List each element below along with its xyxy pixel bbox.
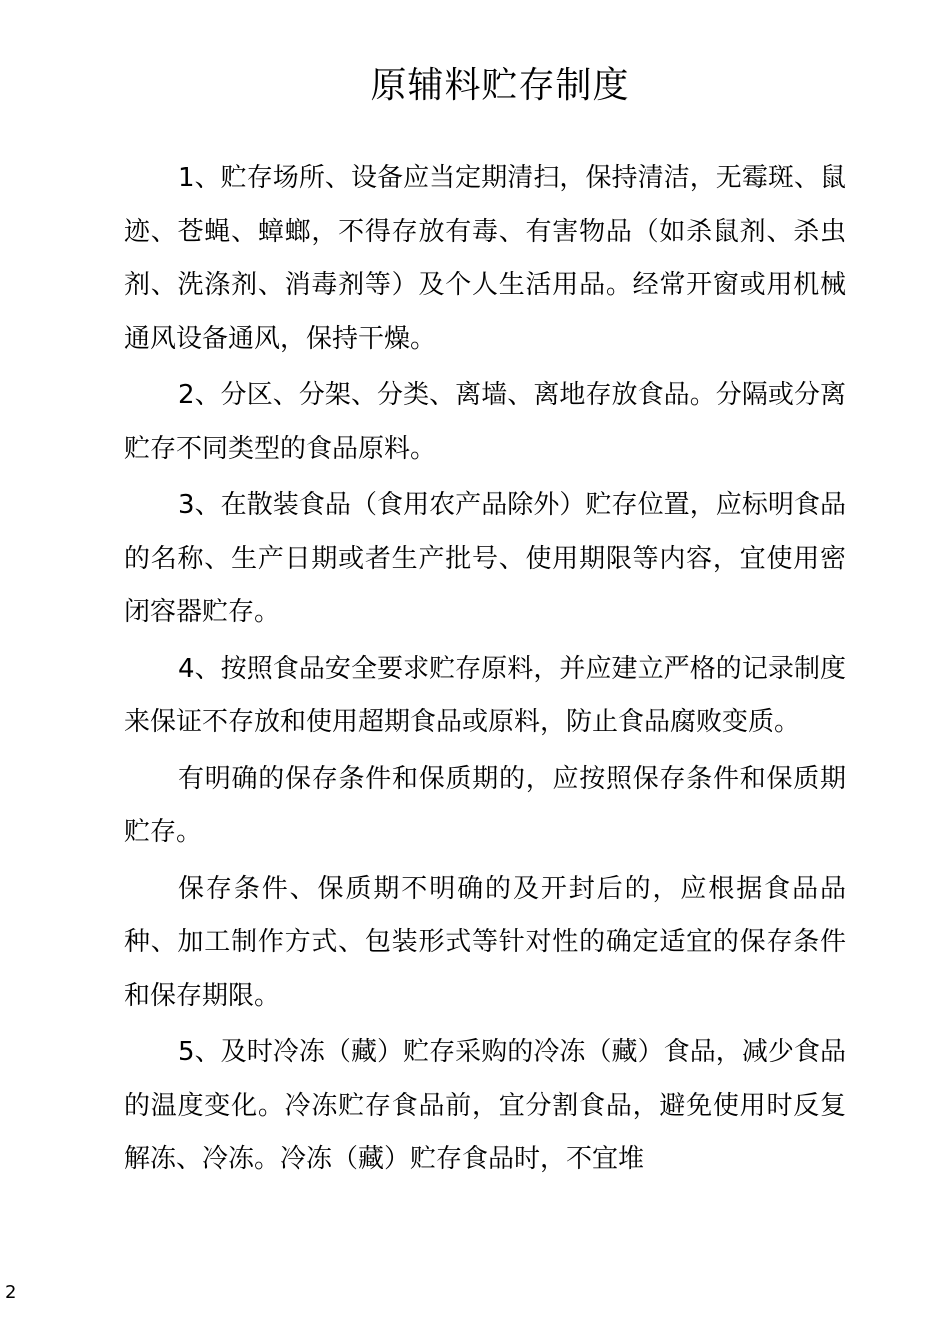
paragraph-7: 5、及时冷冻（藏）贮存采购的冷冻（藏）食品，减少食品的温度变化。冷冻贮存食品前，宜分割食品，避免使用时反复解冻、冷冻。冷冻（藏）贮存食品时，不宜堆 <box>124 1037 846 1174</box>
paragraph-3: 3、在散装食品（食用农产品除外）贮存位置，应标明食品的名称、生产日期或者生产批号、使用期限等内容，宜使用密闭容器贮存。 <box>124 490 846 627</box>
document-title: 原辅料贮存制度 <box>370 65 630 106</box>
document-body <box>124 152 846 1187</box>
paragraph-4: 4、按照食品安全要求贮存原料，并应建立严格的记录制度来保证不存放和使用超期食品或原料，防止食品腐败变质。 <box>124 653 846 737</box>
paragraph-1: 1、贮存场所、设备应当定期清扫，保持清洁，无霉斑、鼠迹、苍蝇、蟑螂，不得存放有毒、有害物品（如杀鼠剂、杀虫剂、洗涤剂、消毒剂等）及个人生活用品。经常开窗或用机械通风设备通风，保持干燥。 <box>124 163 846 354</box>
paragraph-6: 保存条件、保质期不明确的及开封后的，应根据食品品种、加工制作方式、包装形式等针对性的确定适宜的保存条件和保存期限。 <box>124 873 846 1011</box>
paragraph-5: 有明确的保存条件和保质期的，应按照保存条件和保质期贮存。 <box>124 763 846 847</box>
page-number: 2 <box>5 1282 17 1303</box>
paragraph-2: 2、分区、分架、分类、离墙、离地存放食品。分隔或分离贮存不同类型的食品原料。 <box>124 380 846 464</box>
